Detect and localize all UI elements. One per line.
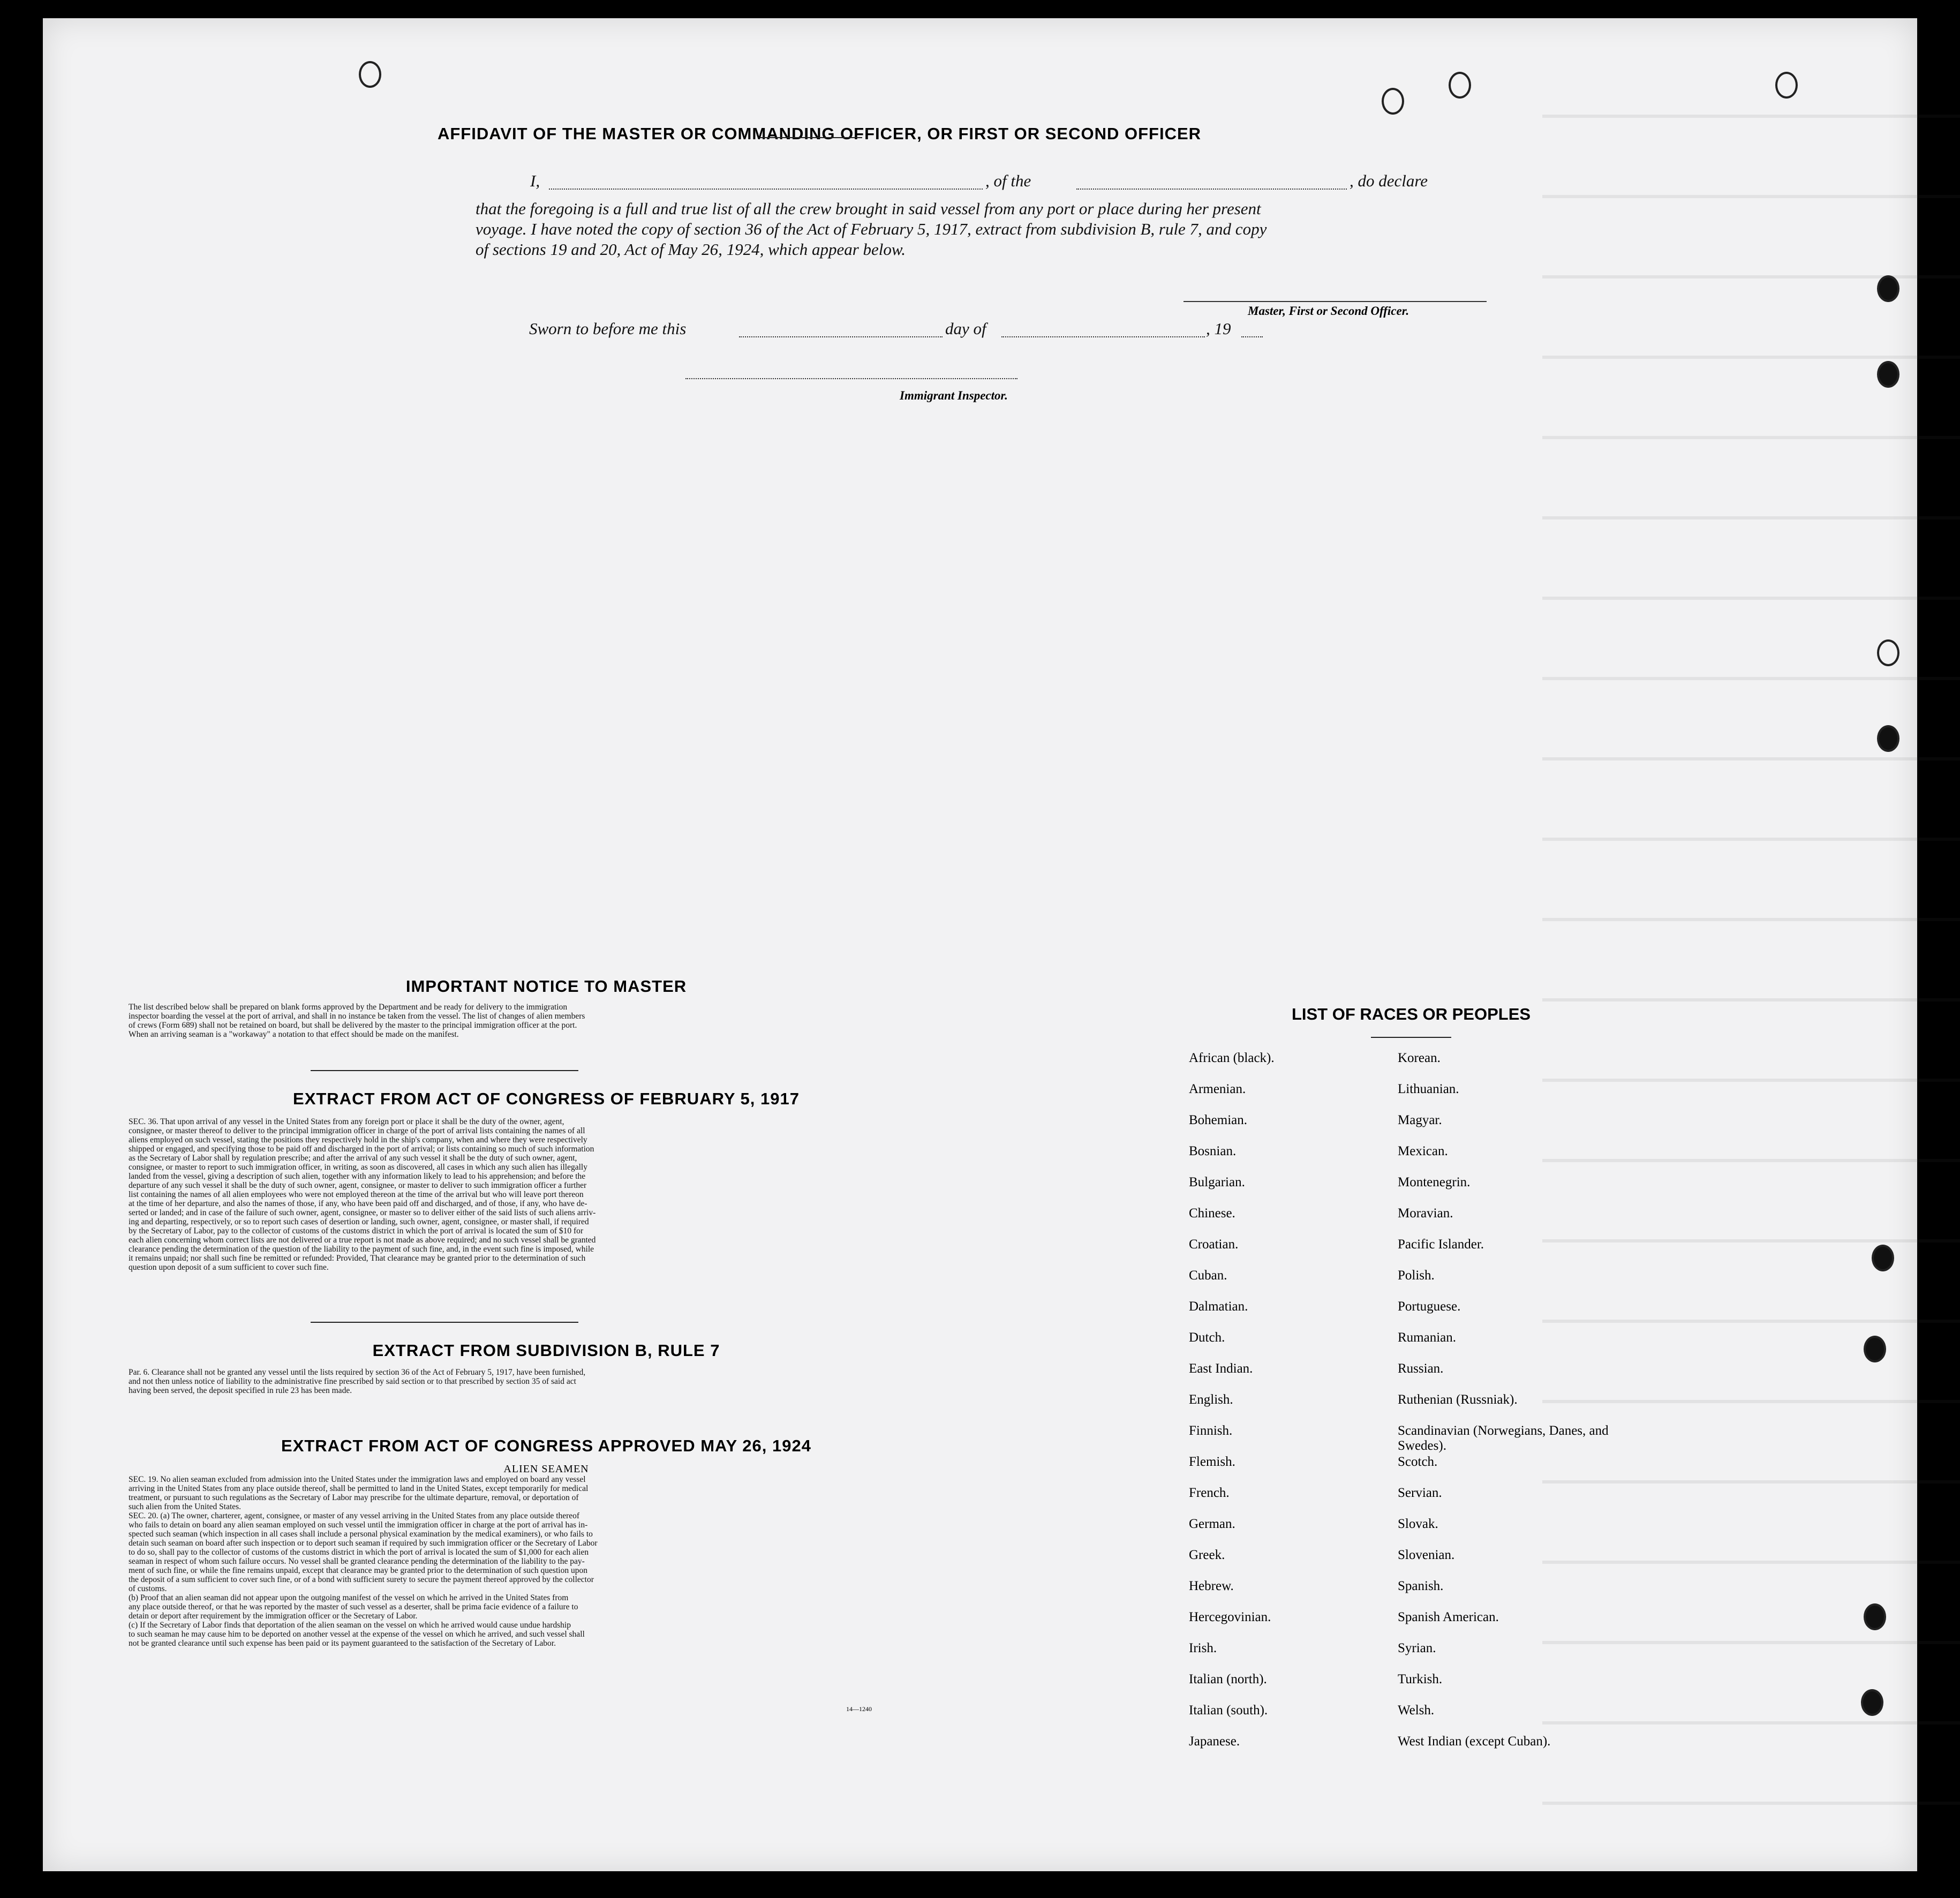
vessel-field-line[interactable] bbox=[1076, 189, 1347, 190]
extract-line: to do so, shall pay to the collector of customs of the customs district in which the port of arrival is located the sum of $1,000 for each alien bbox=[129, 1548, 589, 1557]
declaration-line-3: of sections 19 and 20, Act of May 26, 1924, which appear below. bbox=[476, 240, 906, 259]
race-item: Dutch. bbox=[1189, 1330, 1225, 1345]
notice-line: The list described below shall be prepared on blank forms approved by the Department and be ready for delivery to the immigration bbox=[129, 1003, 568, 1012]
race-item: Spanish. bbox=[1398, 1579, 1444, 1593]
punch-hole bbox=[1382, 88, 1404, 115]
race-item: Armenian. bbox=[1189, 1082, 1246, 1096]
extract-1917-title: EXTRACT FROM ACT OF CONGRESS OF FEBRUARY 5, 1917 bbox=[293, 1089, 800, 1108]
extract-line: ment of such fine, or while the fine remains unpaid, except that clearance may be granted prior to the determination of such question upon bbox=[129, 1566, 587, 1575]
race-item: French. bbox=[1189, 1486, 1230, 1500]
extract-line: as the Secretary of Labor shall by regulation prescribe; and after the arrival of any such vessel it shall be the duty of such owner, agent, bbox=[129, 1154, 577, 1163]
race-item: Welsh. bbox=[1398, 1703, 1435, 1718]
extract-line: by the Secretary of Labor, pay to the collector of customs of the customs district in which the port of arrival is located the sum of $10 for bbox=[129, 1226, 584, 1236]
race-item: Slovenian. bbox=[1398, 1548, 1455, 1562]
master-signature-line[interactable] bbox=[1183, 301, 1487, 302]
extract-line: SEC. 20. (a) The owner, charterer, agent, consignee, or master of any vessel arriving in the United States from any place outside thereof bbox=[129, 1511, 580, 1520]
extract-1917-text bbox=[129, 1117, 964, 1272]
race-item: West Indian (except Cuban). bbox=[1398, 1734, 1551, 1749]
races-left-column bbox=[1189, 1051, 1382, 1765]
extract-line: of customs. bbox=[129, 1584, 167, 1593]
races-title: LIST OF RACES OR PEOPLES bbox=[1291, 1005, 1531, 1023]
extract-line: serted or landed; and in case of the failure of such owner, agent, consignee, or master so to deliver either of the said lists of such aliens arriv- bbox=[129, 1208, 596, 1217]
race-item: Italian (south). bbox=[1189, 1703, 1268, 1718]
punch-hole bbox=[1877, 361, 1899, 388]
declaration-do-declare: , do declare bbox=[1350, 171, 1428, 190]
race-item: Mexican. bbox=[1398, 1144, 1448, 1158]
race-item: African (black). bbox=[1189, 1051, 1275, 1065]
extract-line: SEC. 19. No alien seaman excluded from admission into the United States under the immigration laws and employed on board any vessel bbox=[129, 1475, 586, 1484]
extract-line: list containing the names of all alien employees who were not employed thereon at the time of the arrival but who will leave port thereon bbox=[129, 1190, 584, 1199]
extract-line: it remains unpaid; nor shall such fine be remitted or refunded: Provided, That clearance may be granted prior to the determination of such bbox=[129, 1254, 586, 1263]
sworn-day-line[interactable] bbox=[739, 336, 943, 337]
extract-line: shipped or engaged, and specifying those to be paid off and discharged in the port of arrival; or lists containing so much of such information bbox=[129, 1144, 594, 1154]
race-item: Bulgarian. bbox=[1189, 1175, 1245, 1189]
race-item: Rumanian. bbox=[1398, 1330, 1457, 1345]
extract-line: Par. 6. Clearance shall not be granted any vessel until the lists required by section 36 of the Act of February 5, 1917, have been furnished, bbox=[129, 1368, 586, 1377]
race-item: East Indian. bbox=[1189, 1361, 1253, 1376]
race-item: Japanese. bbox=[1189, 1734, 1240, 1749]
declaration-line-2: voyage. I have noted the copy of section 36 of the Act of February 5, 1917, extract from subdivision B, rule 7, and copy bbox=[476, 220, 1267, 238]
declaration-line-1: that the foregoing is a full and true list of all the crew brought in said vessel from any port or place during her present bbox=[476, 199, 1261, 218]
race-item: Servian. bbox=[1398, 1486, 1442, 1500]
extract-1924-text bbox=[129, 1475, 964, 1648]
race-item: Spanish American. bbox=[1398, 1610, 1499, 1624]
extract-line: ing and departing, respectively, or so to report such cases of desertion or landing, such owner, agent, consignee, or master shall, if required bbox=[129, 1217, 589, 1226]
race-item: Cuban. bbox=[1189, 1268, 1227, 1283]
race-item: Lithuanian. bbox=[1398, 1082, 1459, 1096]
sworn-year: , 19 bbox=[1206, 319, 1231, 338]
section-rule bbox=[311, 1322, 578, 1323]
punch-hole bbox=[1877, 275, 1899, 302]
extract-line: clearance pending the determination of the question of the liability to the payment of such fine, and, in the event such fine is imposed, while bbox=[129, 1245, 594, 1254]
form-code: 14—1240 bbox=[846, 1705, 872, 1713]
punch-hole bbox=[1861, 1689, 1883, 1716]
extract-line: who fails to detain on board any alien seaman employed on such vessel until the immigration officer in charge at the port of arrival has in- bbox=[129, 1520, 588, 1530]
extract-line: SEC. 36. That upon arrival of any vessel in the United States from any foreign port or place it shall be the duty of the owner, agent, bbox=[129, 1117, 564, 1126]
race-item: Moravian. bbox=[1398, 1206, 1453, 1221]
race-item: Slovak. bbox=[1398, 1517, 1438, 1531]
affidavit-title: AFFIDAVIT OF THE MASTER OR COMMANDING OFFICER, OR FIRST OR SECOND OFFICER bbox=[437, 124, 1202, 143]
race-item: Greek. bbox=[1189, 1548, 1225, 1562]
extract-line: departure of any such vessel it shall be the duty of such owner, agent, consignee, or master to deliver to such immigration officer a further bbox=[129, 1181, 587, 1190]
punch-hole bbox=[359, 61, 381, 88]
notice-line: of crews (Form 689) shall not be retained on board, but shall be delivered by the master to the principal immigration officer at the port. bbox=[129, 1021, 577, 1030]
extract-line: the deposit of a sum sufficient to cover such fine, or of a bond with sufficient surety to secure the payment thereof approved by the collector bbox=[129, 1575, 594, 1584]
race-item: Hercegovinian. bbox=[1189, 1610, 1271, 1624]
extract-line: not be granted clearance until such expense has been paid or its payment guaranteed to the satisfaction of the Secretary of Labor. bbox=[129, 1639, 556, 1648]
inspector-label: Immigrant Inspector. bbox=[900, 389, 1008, 402]
extract-line: to such seaman he may cause him to be deported on another vessel at the expense of the vessel on which he arrived, and such vessel shall bbox=[129, 1630, 585, 1639]
race-item: Magyar. bbox=[1398, 1113, 1442, 1127]
race-item: Dalmatian. bbox=[1189, 1299, 1248, 1314]
notice-title: IMPORTANT NOTICE TO MASTER bbox=[405, 977, 687, 996]
extract-line: and not then unless notice of liability to the administrative fine prescribed by said section or to that prescribed by section 35 of said act bbox=[129, 1377, 576, 1386]
races-rule bbox=[1371, 1037, 1451, 1038]
race-item: Irish. bbox=[1189, 1641, 1217, 1655]
extract-line: (b) Proof that an alien seaman did not appear upon the outgoing manifest of the vessel on which he arrived in the United States from bbox=[129, 1593, 569, 1602]
punch-hole bbox=[1449, 72, 1471, 99]
race-item: Polish. bbox=[1398, 1268, 1435, 1283]
race-item: Turkish. bbox=[1398, 1672, 1443, 1686]
race-item: German. bbox=[1189, 1517, 1235, 1531]
extract-line: each alien concerning whom correct lists are not delivered or a true report is not made as above required; and no such vessel shall be granted bbox=[129, 1236, 596, 1245]
extract-line: landed from the vessel, giving a description of such alien, together with any information likely to lead to his apprehension; and before the bbox=[129, 1172, 586, 1181]
extract-line: detain such seaman on board after such inspection or to deport such seaman if required by such immigration officer or the Secretary of Labor bbox=[129, 1539, 598, 1548]
race-item: Bohemian. bbox=[1189, 1113, 1248, 1127]
extract-rule7-text bbox=[129, 1368, 964, 1395]
master-signature-label: Master, First or Second Officer. bbox=[1248, 304, 1409, 318]
race-item: Italian (north). bbox=[1189, 1672, 1267, 1686]
notice-line: When an arriving seaman is a "workaway" a notation to that effect should be made on the manifest. bbox=[129, 1030, 459, 1039]
punch-hole bbox=[1872, 1245, 1894, 1271]
race-item: Russian. bbox=[1398, 1361, 1444, 1376]
extract-line: any place outside thereof, or that he was reported by the master of such vessel as a deserter, shall be prima facie evidence of a failure to bbox=[129, 1602, 578, 1611]
extract-line: arriving in the United States from any place outside thereof, shall be permitted to land in the United States, except temporarily for medical bbox=[129, 1484, 589, 1493]
race-item: Portuguese. bbox=[1398, 1299, 1461, 1314]
extract-line: having been served, the deposit specified in rule 23 has been made. bbox=[129, 1386, 352, 1395]
inspector-signature-line[interactable] bbox=[685, 378, 1017, 379]
declaration-i: I, bbox=[530, 171, 540, 190]
title-rule bbox=[760, 137, 862, 138]
extract-line: consignee, or master to report to such immigration officer, in writing, as soon as discovered, all cases in which any such alien has illegally bbox=[129, 1163, 587, 1172]
name-field-line[interactable] bbox=[549, 189, 983, 190]
race-item: Montenegrin. bbox=[1398, 1175, 1471, 1189]
extract-line: question upon deposit of a sum sufficient to cover such fine. bbox=[129, 1263, 329, 1272]
punch-hole bbox=[1864, 1336, 1886, 1362]
extract-line: spected such seaman (which inspection in all cases shall include a personal physical examination by the medical examiners), or who fails to bbox=[129, 1530, 593, 1539]
extract-line: aliens employed on such vessel, stating the positions they respectively hold in the ship's company, when and where they were respectively bbox=[129, 1135, 587, 1144]
race-item: Scotch. bbox=[1398, 1455, 1438, 1469]
notice-line: inspector boarding the vessel at the port of arrival, and shall in no instance be taken from the vessel. The list of changes of alien members bbox=[129, 1012, 585, 1021]
extract-1924-subtitle: ALIEN SEAMEN bbox=[503, 1463, 589, 1475]
race-item: Finnish. bbox=[1189, 1424, 1233, 1438]
sworn-month-line[interactable] bbox=[1001, 336, 1205, 337]
sworn-text: Sworn to before me this bbox=[529, 319, 687, 338]
punch-hole bbox=[1877, 725, 1899, 752]
punch-hole bbox=[1877, 639, 1899, 666]
section-rule bbox=[311, 1070, 578, 1071]
race-item: Chinese. bbox=[1189, 1206, 1235, 1221]
extract-line: (c) If the Secretary of Labor finds that deportation of the alien seaman on the vessel on which he arrived would cause undue hardship bbox=[129, 1621, 571, 1630]
race-item: Pacific Islander. bbox=[1398, 1237, 1484, 1252]
punch-hole bbox=[1864, 1603, 1886, 1630]
declaration-of-the: , of the bbox=[985, 171, 1031, 190]
extract-line: such alien from the United States. bbox=[129, 1502, 242, 1511]
extract-line: detain or deport after requirement by the immigration officer or the Secretary of Labor. bbox=[129, 1611, 418, 1621]
sworn-day-of: day of bbox=[945, 319, 986, 338]
punch-hole bbox=[1775, 72, 1798, 99]
extract-line: seaman in respect of whom such failure occurs. No vessel shall be granted clearance pending the determination of the liability to the pay- bbox=[129, 1557, 585, 1566]
document-page bbox=[43, 18, 1917, 1871]
race-item: Ruthenian (Russniak). bbox=[1398, 1392, 1518, 1407]
races-right-column bbox=[1398, 1051, 1633, 1765]
race-item: Hebrew. bbox=[1189, 1579, 1234, 1593]
extract-rule7-title: EXTRACT FROM SUBDIVISION B, RULE 7 bbox=[372, 1341, 720, 1360]
race-item: Korean. bbox=[1398, 1051, 1441, 1065]
race-item: Bosnian. bbox=[1189, 1144, 1237, 1158]
race-item: Syrian. bbox=[1398, 1641, 1436, 1655]
extract-1924-title: EXTRACT FROM ACT OF CONGRESS APPROVED MAY 26, 1924 bbox=[281, 1436, 811, 1455]
race-item: Scandinavian (Norwegians, Danes, and Swedes). bbox=[1398, 1424, 1609, 1453]
extract-line: consignee, or master thereof to deliver to the principal immigration officer in charge of the port of arrival lists containing the names of all bbox=[129, 1126, 585, 1135]
race-item: Flemish. bbox=[1189, 1455, 1235, 1469]
race-item: English. bbox=[1189, 1392, 1233, 1407]
extract-line: at the time of her departure, and also the names of those, if any, who have been paid off and discharged, and of those, if any, who have de- bbox=[129, 1199, 587, 1208]
notice-text bbox=[129, 1003, 964, 1039]
sworn-year-line[interactable] bbox=[1241, 336, 1263, 337]
extract-line: treatment, or pursuant to such regulations as the Secretary of Labor may prescribe for the ultimate departure, removal, or deportation of bbox=[129, 1493, 579, 1502]
race-item: Croatian. bbox=[1189, 1237, 1239, 1252]
